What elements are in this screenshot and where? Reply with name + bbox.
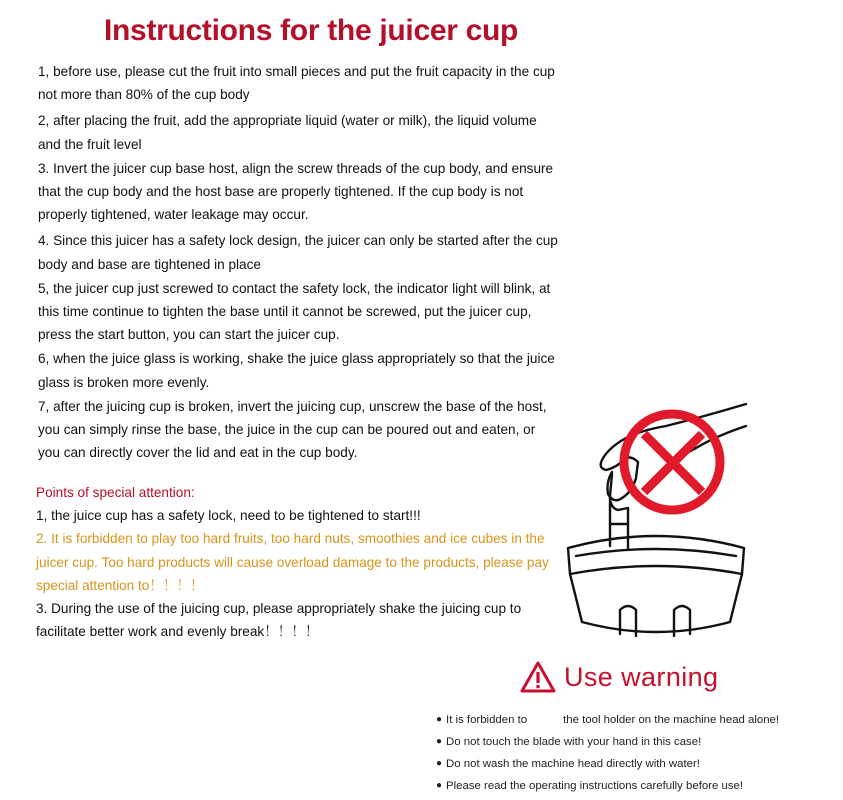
bullet-icon: ●	[436, 714, 443, 725]
bullet-icon: ●	[436, 736, 443, 747]
bullet-icon: ●	[436, 780, 443, 791]
instruction-steps	[38, 60, 558, 465]
step-1: 1, before use, please cut the fruit into small pieces and put the fruit capacity in the cup not more than 80% of the cup body	[38, 64, 555, 103]
warning-triangle-icon	[520, 660, 556, 694]
page-title: Instructions for the juicer cup	[104, 14, 519, 47]
warning-item-1-part-1: It is forbidden to	[446, 714, 528, 726]
warning-item-4: Please read the operating instructions carefully before use!	[446, 780, 744, 792]
attention-item-1: 1, the juice cup has a safety lock, need to be tightened to start!!!	[36, 508, 421, 524]
step-3: 3. Invert the juicer cup base host, align the screw threads of the cup body, and ensure that the cup body and the host base are properly tightened. If the cup body is not properly tightened, water leakage may occur.	[38, 160, 554, 223]
attention-item-3: 3. During the use of the juicing cup, please appropriately shake the juicing cup to facilitate better work and evenly break！！！！	[36, 601, 522, 640]
step-5: 5, the juicer cup just screwed to contact the safety lock, the indicator light will blink, at this time continue to tighten the base until it cannot be screwed, put the juicer cup, press the start button, you can start the juicer cup.	[38, 280, 551, 343]
no-hand-in-cup-illustration	[556, 396, 756, 646]
step-7: 7, after the juicing cup is broken, invert the juicing cup, unscrew the base of the host, you can simply rinse the base, the juice in the cup can be poured out and eaten, or you can directly cover the lid and eat in the cup body.	[38, 398, 547, 461]
step-2: 2, after placing the fruit, add the appropriate liquid (water or milk), the liquid volume and the fruit level	[38, 113, 537, 152]
step-4: 4. Since this juicer has a safety lock design, the juicer can only be started after the cup body and base are tightened in place	[38, 233, 558, 272]
use-warning-header	[520, 656, 718, 698]
warning-item-1-part-2: the tool holder on the machine head alone!	[563, 714, 780, 726]
warning-item-3: Do not wash the machine head directly with water!	[446, 758, 700, 770]
warning-item	[436, 753, 836, 775]
step-6: 6, when the juice glass is working, shake the juice glass appropriately so that the juice glass is broken more evenly.	[38, 351, 555, 390]
use-warning-title: Use warning	[564, 661, 719, 692]
special-attention	[36, 481, 556, 643]
attention-item-2: 2. It is forbidden to play too hard fruits, too hard nuts, smoothies and ice cubes in the juicer cup. Too hard products will cause overload damage to the products, please pay special attention to！！！！	[36, 531, 549, 593]
attention-heading: Points of special attention:	[36, 485, 195, 500]
bullet-icon: ●	[436, 758, 443, 769]
warning-list	[436, 709, 836, 797]
warning-item	[436, 731, 836, 753]
warning-item-2: Do not touch the blade with your hand in this case!	[446, 736, 702, 748]
juicer-cup-icon	[568, 536, 744, 574]
warning-item	[436, 775, 836, 797]
warning-item	[436, 709, 836, 731]
